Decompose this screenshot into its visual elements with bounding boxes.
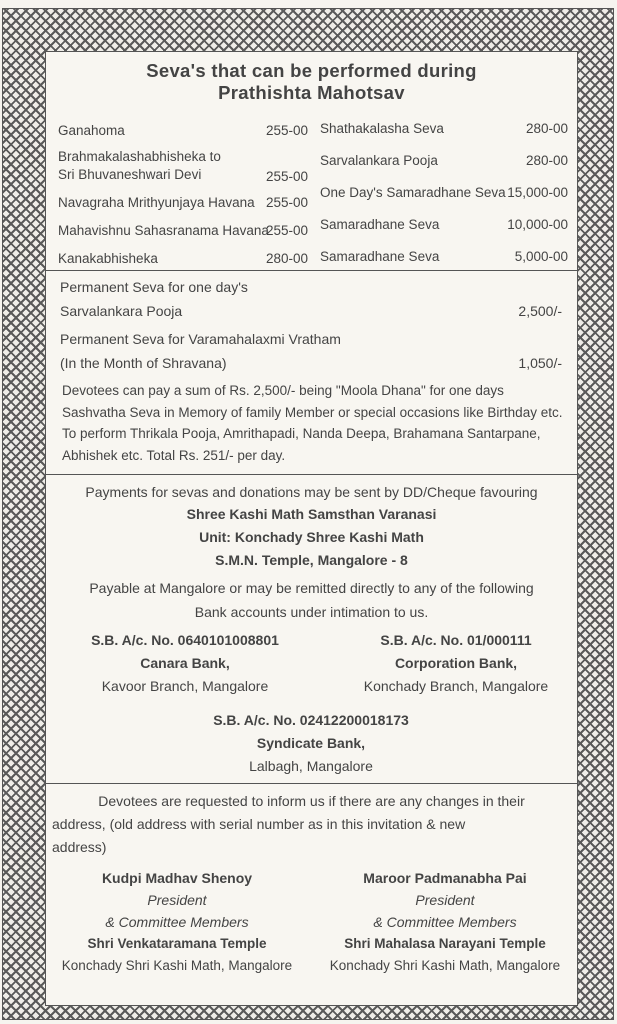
seva-name: Brahmakalashabhisheka to xyxy=(58,149,221,164)
account-number: S.B. A/c. No. 02412200018173 xyxy=(213,712,409,728)
account-number: S.B. A/c. No. 01/000111 xyxy=(380,632,532,648)
title-line-2: Prathishta Mahotsav xyxy=(218,82,405,103)
bank-name: Canara Bank, xyxy=(140,655,230,671)
payee-line-2: Unit: Konchady Shree Kashi Math xyxy=(199,529,424,545)
permanent-amount-1: 2,500/- xyxy=(518,303,562,319)
seva-amount: 255-00 xyxy=(265,123,308,138)
seva-name: Shathakalasha Seva xyxy=(320,121,444,136)
bank-account-canara xyxy=(60,629,310,698)
notice-line-2: address, (old address with serial number as in this invitation & new xyxy=(52,816,466,832)
seva-amount: 280-00 xyxy=(525,153,568,168)
seva-name: One Day's Samaradhane Seva xyxy=(320,185,506,200)
content-panel xyxy=(45,51,578,1006)
temple-name: Shri Venkataramana Temple xyxy=(87,936,267,951)
bank-name: Syndicate Bank, xyxy=(256,735,366,751)
permanent-amount-2: 1,050/- xyxy=(518,355,562,371)
divider xyxy=(46,270,577,271)
divider xyxy=(46,474,577,475)
decorative-border xyxy=(2,8,614,1020)
seva-name: Kanakabhisheka xyxy=(58,251,158,266)
title-line-1: Seva's that can be performed during xyxy=(146,60,477,81)
seva-name-cont: Sri Bhuvaneshwari Devi xyxy=(58,167,202,182)
signatory-role: President xyxy=(415,892,475,908)
bank-branch: Konchady Branch, Mangalore xyxy=(363,678,549,694)
permanent-line-1: Permanent Seva for one day's xyxy=(60,279,248,295)
temple-name: Shri Mahalasa Narayani Temple xyxy=(344,936,546,951)
seva-amount: 280-00 xyxy=(525,121,568,136)
notice-line-3: address) xyxy=(52,839,107,855)
seva-amount: 255-00 xyxy=(265,223,308,238)
account-number: S.B. A/c. No. 0640101008801 xyxy=(91,632,279,648)
seva-name: Mahavishnu Sahasranama Havana xyxy=(58,223,269,238)
bank-account-syndicate xyxy=(161,709,461,778)
permanent-line-4: (In the Month of Shravana) xyxy=(60,355,227,371)
notice-line-1: Devotees are requested to inform us if there are any changes in their xyxy=(98,793,525,809)
permanent-line-3: Permanent Seva for Varamahalaxmi Vratham xyxy=(60,331,341,347)
seva-amount: 10,000-00 xyxy=(507,217,568,232)
committee-members: & Committee Members xyxy=(105,914,249,930)
payable-line-2: Bank accounts under intimation to us. xyxy=(194,604,429,620)
signatory-right xyxy=(314,867,576,977)
seva-amount: 15,000-00 xyxy=(507,185,568,200)
seva-name: Samaradhane Seva xyxy=(320,249,440,264)
seva-name: Samaradhane Seva xyxy=(320,217,440,232)
seva-name: Ganahoma xyxy=(58,123,125,138)
bank-branch: Kavoor Branch, Mangalore xyxy=(101,678,269,694)
committee-members: & Committee Members xyxy=(373,914,517,930)
payee-line-1: Shree Kashi Math Samsthan Varanasi xyxy=(186,506,437,522)
bank-account-corporation xyxy=(336,629,576,698)
page-title xyxy=(46,60,577,104)
signatory-left xyxy=(48,867,306,977)
moola-dhana-paragraph: Devotees can pay a sum of Rs. 2,500/- being "Moola Dhana" for one days Sashvatha Seva in Memory of family Member or special occasions like Birthday etc. To perform Thrikala Pooja, Amrithapadi, Nanda Deepa, Brahamana Santarpane, Abhishek etc. Total Rs. 251/- per day. xyxy=(62,383,563,463)
bank-name: Corporation Bank, xyxy=(394,655,518,671)
permanent-line-2: Sarvalankara Pooja xyxy=(60,303,183,319)
temple-place: Konchady Shri Kashi Math, Mangalore xyxy=(61,958,293,973)
signatory-role: President xyxy=(147,892,207,908)
seva-amount: 5,000-00 xyxy=(514,249,568,264)
seva-amount: 280-00 xyxy=(265,251,308,266)
seva-name: Sarvalankara Pooja xyxy=(320,153,438,168)
payable-line-1: Payable at Mangalore or may be remitted directly to any of the following xyxy=(89,580,534,596)
seva-name: Navagraha Mrithyunjaya Havana xyxy=(58,195,255,210)
signatory-name: Kudpi Madhav Shenoy xyxy=(101,870,253,886)
seva-amount: 255-00 xyxy=(265,169,308,184)
bank-branch: Lalbagh, Mangalore xyxy=(249,758,373,774)
temple-place: Konchady Shri Kashi Math, Mangalore xyxy=(329,958,561,973)
payment-intro: Payments for sevas and donations may be sent by DD/Cheque favouring xyxy=(85,484,538,500)
seva-amount: 255-00 xyxy=(265,195,308,210)
payee-line-3: S.M.N. Temple, Mangalore - 8 xyxy=(215,552,408,568)
signatory-name: Maroor Padmanabha Pai xyxy=(363,870,527,886)
divider xyxy=(46,783,577,784)
